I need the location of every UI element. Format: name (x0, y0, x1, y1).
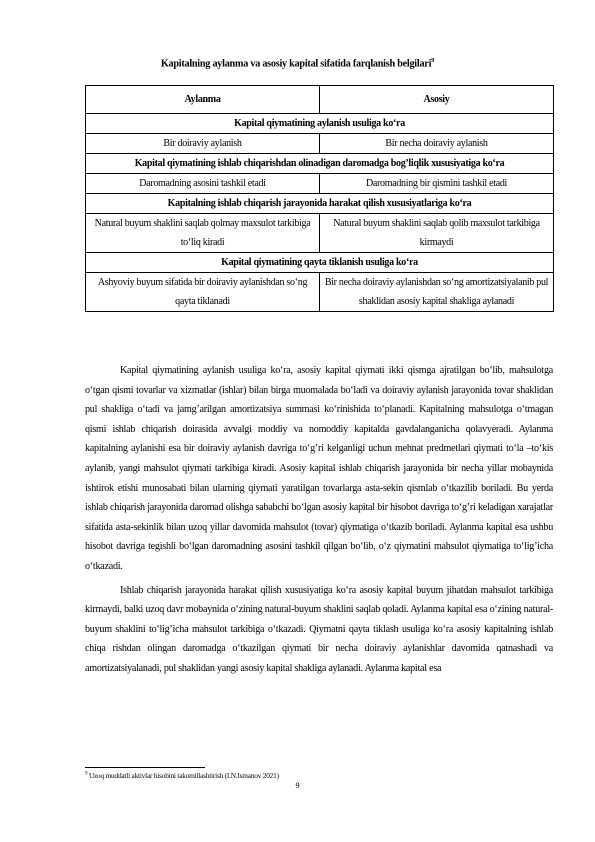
caption-text: Kapitalning aylanma va asosiy kapital sifatida farqlanish belgilari (160, 58, 432, 70)
cell-aylanma: Ashyoviy buyum sifatida bir doiraviy aylanishdan so‘ng qayta tiklanadi (86, 273, 320, 312)
footnote-reference: 9 (431, 57, 435, 64)
section-row (86, 114, 554, 134)
footnote-divider (85, 767, 205, 768)
footnote-text: Uzoq muddatli aktivlar hisobini takomillashtirish (I.N.Ismanov 2021) (88, 771, 279, 780)
cell-asosiy: Natural buyum shaklini saqlab qolib maxsulot tarkibiga kirmaydi (320, 214, 554, 253)
section-title: Kapital qiymatining ishlab chiqarishdan olinadigan daromadga bog’liqlik xususiyatiga ko‘ra (86, 154, 554, 174)
section-row (86, 154, 554, 174)
section-title: Kapitalning ishlab chiqarish jarayonida harakat qilish xususiyatlariga ko‘ra (86, 194, 554, 214)
footnote (85, 771, 279, 780)
cell-aylanma: Bir doiraviy aylanish (86, 134, 320, 154)
body-text (85, 361, 553, 679)
section-title: Kapital qiymatining aylanish usuliga ko‘ra (86, 114, 554, 134)
cell-asosiy: Bir necha doiraviy aylanishdan so‘ng amortizatsiyalanib pul shaklidan asosiy kapital shakliga aylanadi (320, 273, 554, 312)
paragraph: Ishlab chiqarish jarayonida harakat qilish xususiyatiga ko‘ra asosiy kapital buyum jihatdan mahsulot tarkibiga kirmaydi, balki uzoq davr mobaynida o‘zining natural-buyum shaklini saqlab qoladi. Aylanma kapital esa o‘zining natural-buyum shaklini to‘lig’icha mahsulot tarkibiga o‘tkazadi. Qiymatni qayta tiklash usuliga ko‘ra asosiy kapitalning ishlab chiqa rishdan olingan daromadga o‘tkazilgan qiymati bir necha doiraviy aylanishlar davomida qatnashadi va amortizatsiyalanadi, pul shaklidan yangi asosiy kapital shakliga aylanadi. Aylanma kapital esa (85, 584, 553, 674)
cell-asosiy: Bir necha doiraviy aylanish (320, 134, 554, 154)
header-aylanma: Aylanma (86, 86, 320, 114)
table-row (86, 134, 554, 154)
section-title: Kapital qiymatining qayta tiklanish usuliga ko‘ra (86, 253, 554, 273)
footnote-mark: 9 (85, 771, 88, 777)
cell-aylanma: Natural buyum shaklini saqlab qolmay maxsulot tarkibiga to‘liq kiradi (86, 214, 320, 253)
paragraph: Kapital qiymatining aylanish usuliga ko‘ra, asosiy kapital qiymati ikki qismga ajratilgan bo‘lib, mahsulotga o‘tgan qismi tovarlar va xizmatlar (ishlar) bilan birga muomalada bo‘ladi va doiraviy aylanish jarayonida tovar shaklidan pul shakliga o‘tadi va jamg’arilgan amortizatsiya summasi ko‘rinishida to‘planadi. Kapitalning mahsulotga o‘tmagan qismi ishlab chiqarish doirasida avvalgi moddiy va nomoddiy kapitalda gavdalanganicha qolavyeradi. Aylanma kapitalning aylanishi esa bir doiraviy aylanish davriga to‘g’ri kelganligi uchun mehnat predmetlari qiymati to‘la –to‘kis aylanib, yangi mahsulot qiymati tarkibiga kiradi. Asosiy kapital ishlab chiqarish jarayonida bir necha yillar mobaynida ishtirok etishi munosabati bilan ularning qiymati yaratilgan tovarlarga asta-sekin qismlab o‘tkazilib boriladi. Bu yerda ishlab chiqarish jarayonida daromad olishga sababchi bo‘lgan asosiy kapital bir hisobot davriga to‘g’ri keladigan xarajatlar sifatida asta-sekinlik bilan uzoq yillar davomida mahsulot (tovar) qiymatiga o‘tkazib boriladi. Aylanma kapital esa ushbu hisobot davriga tegishli bo‘lgan daromadning asosini tashkil qilgan bo‘lib, o‘z qiymatini mahsulot qiymatiga to‘lig’icha o‘tkazadi. (85, 365, 553, 572)
table-row (86, 214, 554, 253)
cell-asosiy: Daromadning bir qismini tashkil etadi (320, 174, 554, 194)
header-asosiy: Asosiy (320, 86, 554, 114)
page-number: 9 (295, 781, 300, 790)
section-row (86, 253, 554, 273)
comparison-table (85, 85, 554, 312)
table-header-row (86, 86, 554, 114)
section-row (86, 194, 554, 214)
table-caption (0, 57, 595, 69)
table-row (86, 174, 554, 194)
table-row (86, 273, 554, 312)
cell-aylanma: Daromadning asosini tashkil etadi (86, 174, 320, 194)
